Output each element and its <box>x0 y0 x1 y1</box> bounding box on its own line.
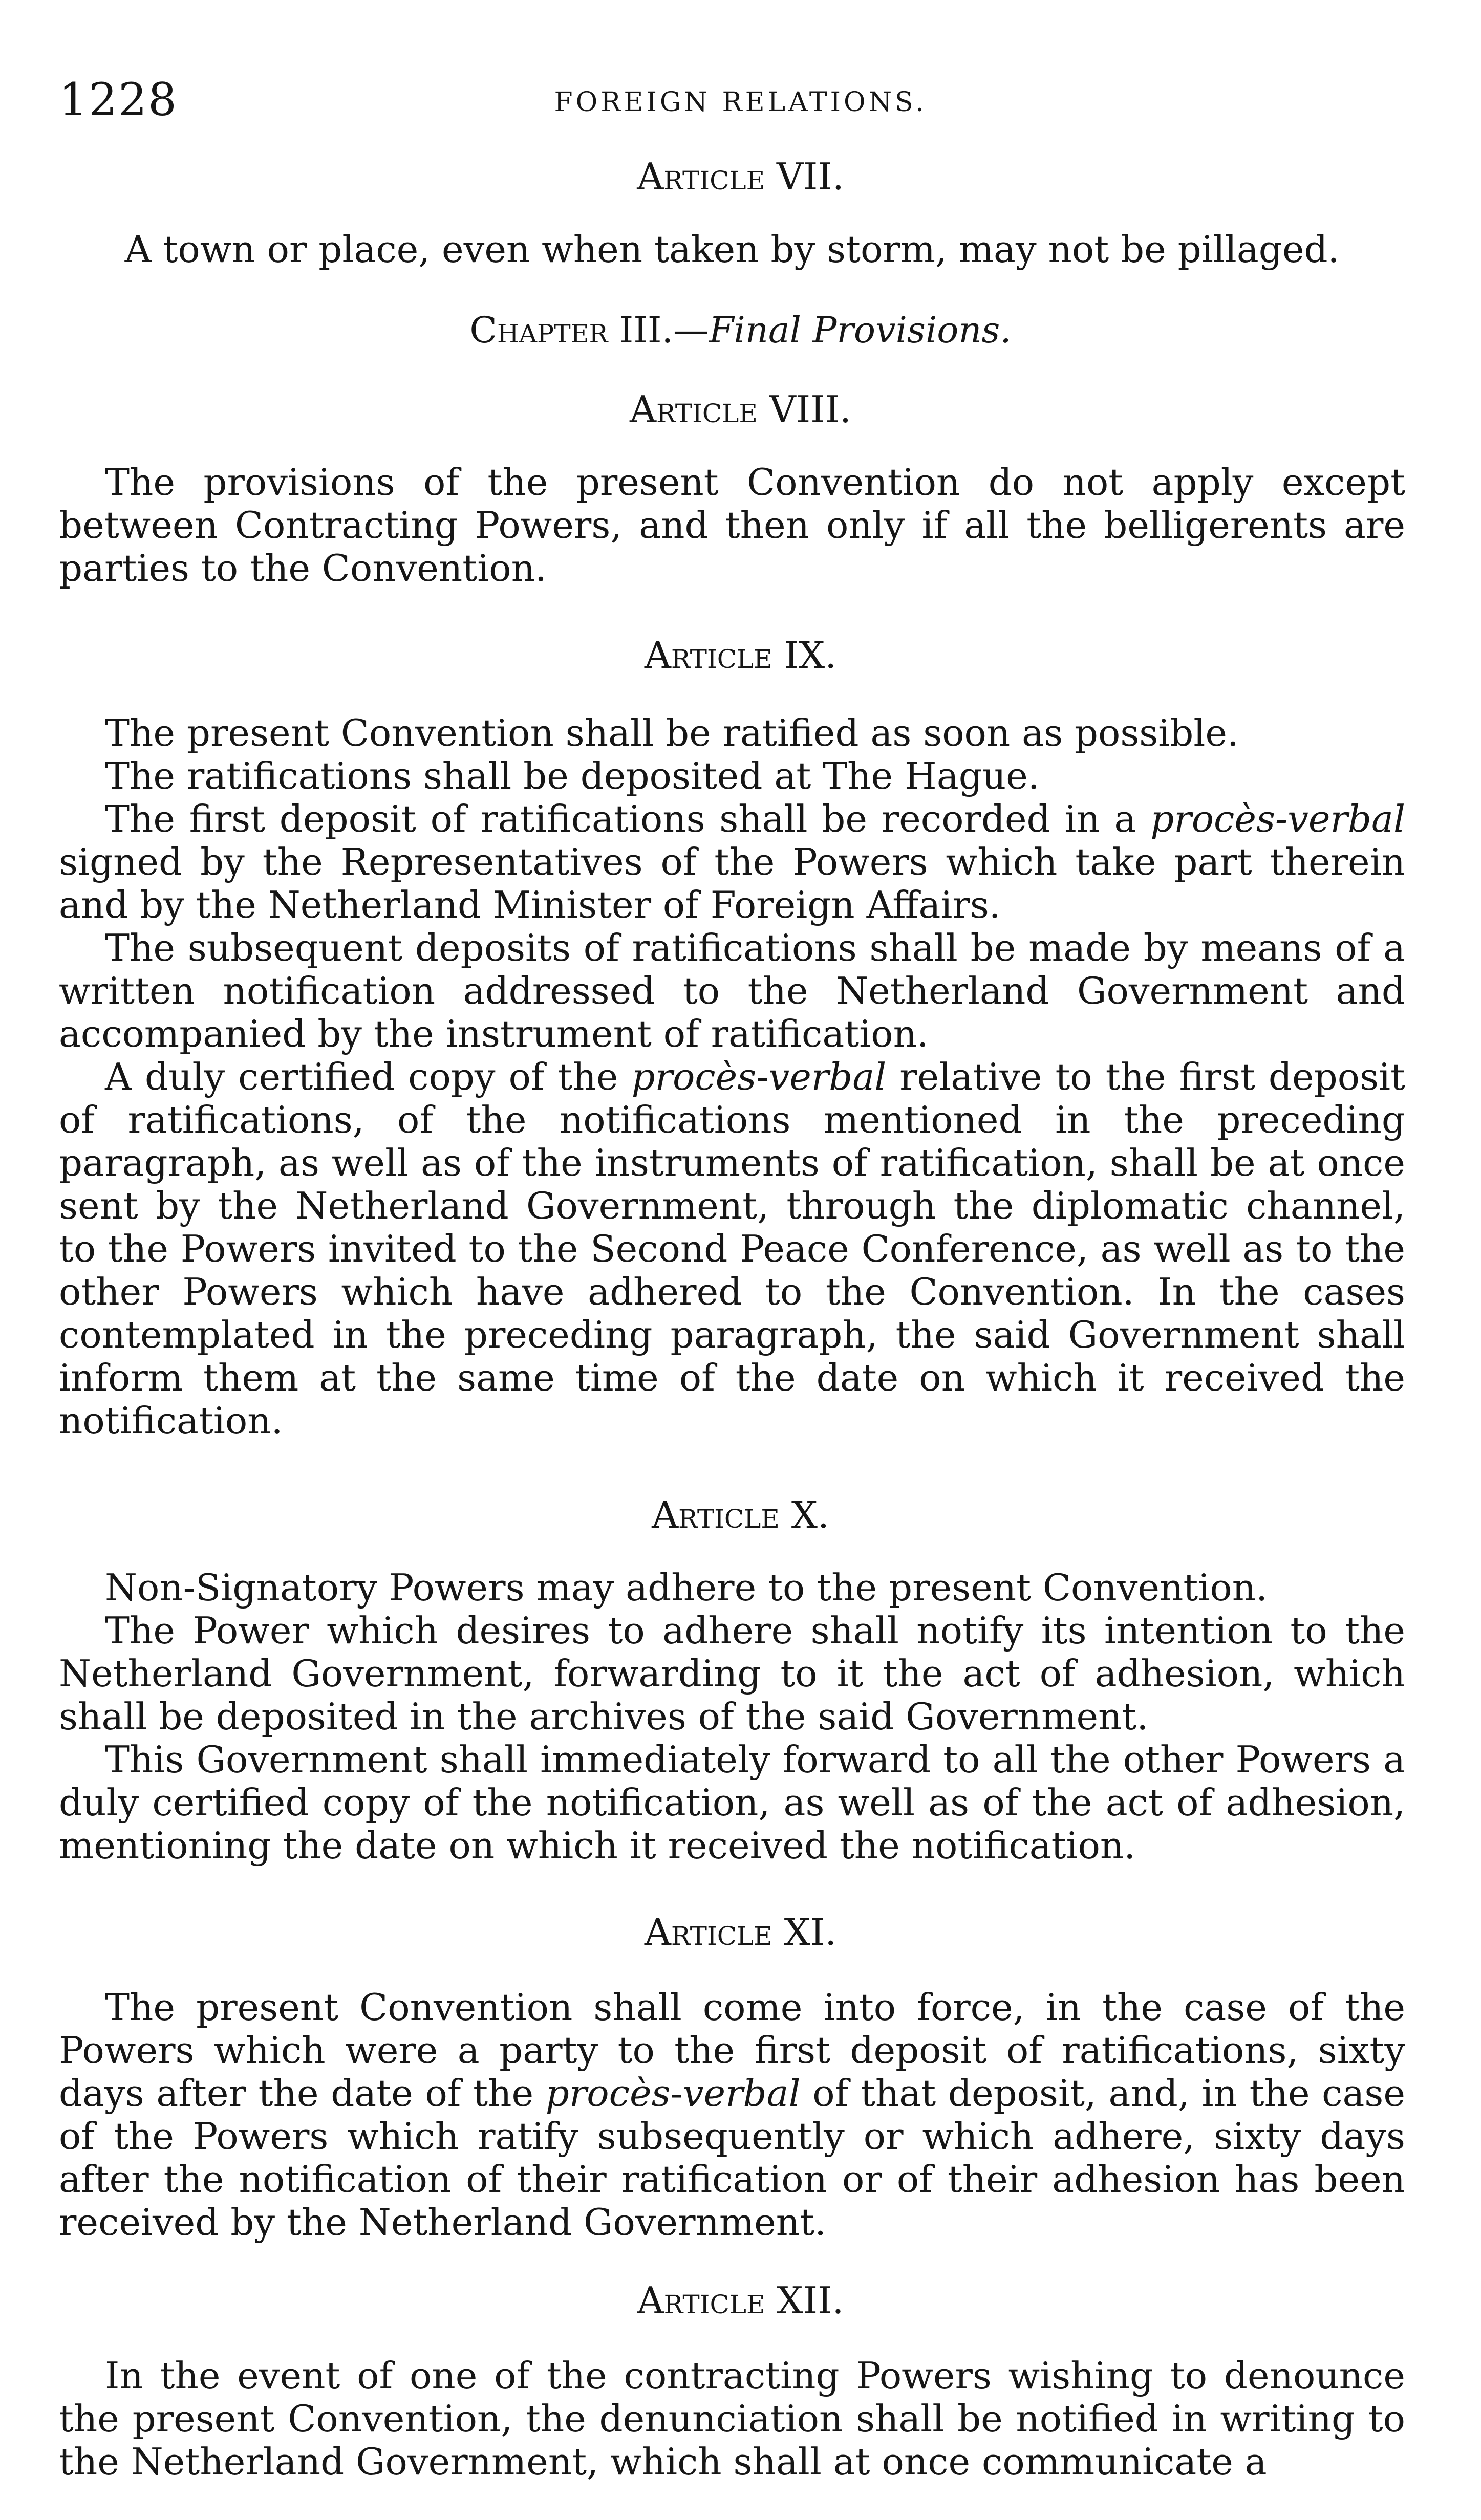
article-11-paragraph-end: of that deposit, and, in the case of the Powers which ratify subsequently or which adhere, sixty days after the notification of their ratification or of their adhesion has been received by the Netherland Government. <box>59 2072 1405 2244</box>
chapter-3-title: Final Provisions. <box>709 309 1012 351</box>
article-9-paragraph-2: The ratifications shall be deposited at The Hague. <box>105 754 1040 797</box>
article-9-paragraph-1: The present Convention shall be ratified as soon as possible. <box>105 711 1239 754</box>
article-8-paragraph: The provisions of the present Convention do not apply except between Contracting Powers, and then only if all the belligerents are parties to the Convention. <box>59 461 1405 590</box>
article-9-paragraph-5-italic: procès-verbal <box>631 1055 887 1098</box>
article-11-paragraph-start: The present Convention shall come into force, in the case of the Powers which were a party to the first deposit of ratifications, sixty days after the date of the <box>59 1986 1405 2115</box>
article-9-heading: Article IX. <box>644 634 837 677</box>
article-10-heading: Article X. <box>652 1493 829 1536</box>
running-head <box>59 72 1422 128</box>
article-9-paragraph-3-start: The first deposit of ratifications shall be recorded in a <box>105 797 1151 840</box>
article-7-paragraph: A town or place, even when taken by storm, may not be pillaged. <box>124 228 1340 271</box>
article-10-paragraph-2: The Power which desires to adhere shall notify its intention to the Netherland Government, forwarding to it the act of adhesion, which shall be deposited in the archives of the said Government. <box>59 1609 1405 1738</box>
article-11-paragraph <box>59 1986 1405 2244</box>
chapter-3-prefix: Chapter III.— <box>469 309 709 351</box>
article-9-paragraph-4: The subsequent deposits of ratifications shall be made by means of a written notification addressed to the Netherland Government and accompanied by the instrument of ratification. <box>59 926 1405 1055</box>
article-9-paragraph-3-italic: procès-verbal <box>1150 797 1405 840</box>
article-9-paragraph-5-end: relative to the first deposit of ratifications, of the notifications mentioned in the preceding paragraph, as well as of the instruments of ratification, shall be at once sent by the Netherland Government, through the diplomatic channel, to the Powers invited to the Second Peace Conference, as well as to the other Powers which have adhered to the Convention. In the cases contemplated in the preceding paragraph, the said Government shall inform them at the same time of the date on which it received the notification. <box>59 1055 1405 1442</box>
article-9-paragraph-3 <box>59 797 1405 926</box>
article-10-paragraph-3: This Government shall immediately forward to all the other Powers a duly certified copy of the notification, as well as of the act of adhesion, mentioning the date on which it received the notification. <box>59 1738 1405 1867</box>
article-10-paragraph-1: Non-Signatory Powers may adhere to the present Convention. <box>105 1566 1268 1609</box>
article-11-heading: Article XI. <box>644 1910 837 1953</box>
article-8-heading: Article VIII. <box>630 388 851 431</box>
article-7-heading: Article VII. <box>637 155 844 198</box>
article-11-paragraph-italic: procès-verbal <box>545 2072 801 2115</box>
article-9-paragraph-5 <box>59 1055 1405 1442</box>
article-12-heading: Article XII. <box>637 2279 844 2322</box>
article-12-paragraph: In the event of one of the contracting Powers wishing to denounce the present Convention, the denunciation shall be notified in writing to the Netherland Government, which shall at once communicate a <box>59 2354 1405 2483</box>
page-number: 1228 <box>59 73 178 126</box>
article-9-paragraph-5-start: A duly certified copy of the <box>105 1055 632 1098</box>
article-9-paragraph-3-end: signed by the Representatives of the Powers which take part therein and by the Netherland Minister of Foreign Affairs. <box>59 840 1405 926</box>
running-title: FOREIGN RELATIONS. <box>554 87 927 118</box>
chapter-3-heading <box>59 307 1422 353</box>
